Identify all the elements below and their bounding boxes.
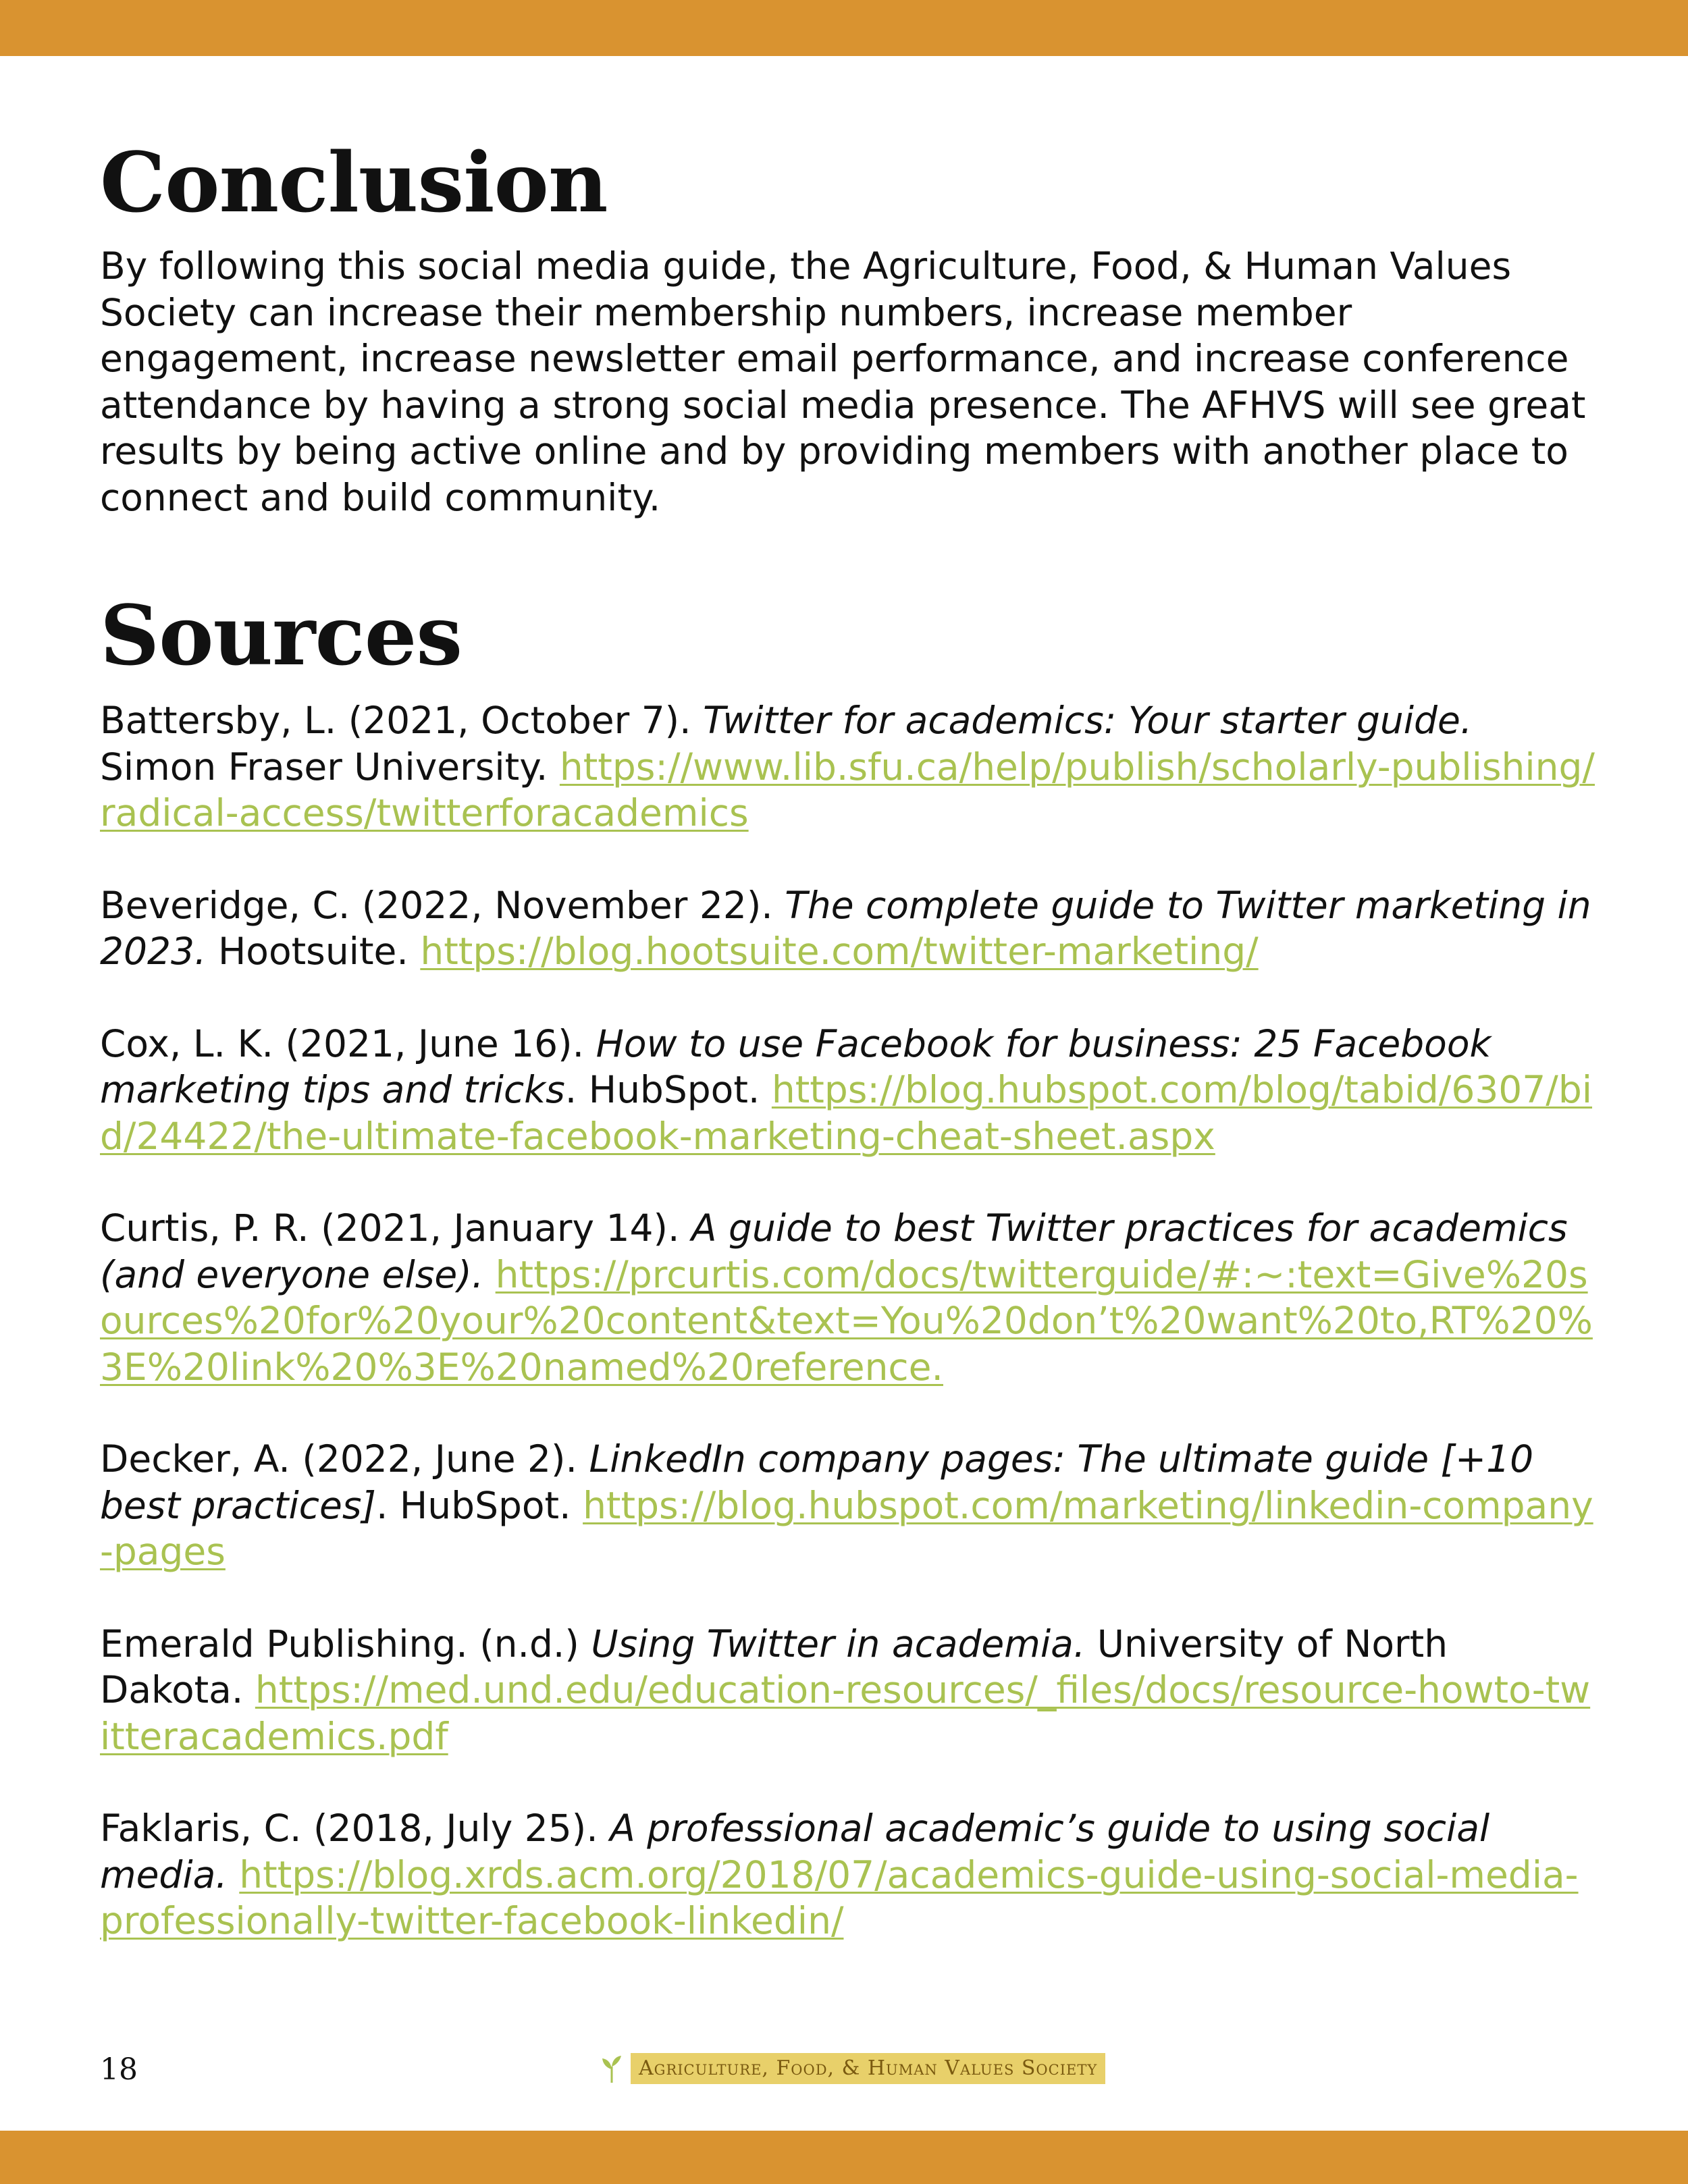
reference-entry: Beveridge, C. (2022, November 22). The complete guide to Twitter marketing in 2023. Hootsuite. https://blog.hootsuite.com/twitter-marketing/: [100, 883, 1591, 973]
reference-entry: Decker, A. (2022, June 2). LinkedIn company pages: The ultimate guide [+10 best practices]. HubSpot. https://blog.hubspot.com/marketing/linkedin-company-pages: [100, 1437, 1593, 1573]
footer-brand: [600, 2052, 1105, 2085]
reference-title: The complete guide to Twitter marketing in 2023.: [100, 883, 1591, 973]
reference-link[interactable]: https://blog.hootsuite.com/twitter-marketing/: [420, 930, 1259, 973]
reference-title: Using Twitter in academia.: [591, 1622, 1086, 1666]
reference-link[interactable]: https://blog.hubspot.com/blog/tabid/6307/bid/24422/the-ultimate-facebook-marketing-cheat-sheet.aspx: [100, 1068, 1593, 1158]
reference-list: [100, 697, 1599, 1944]
reference-entry: Emerald Publishing. (n.d.) Using Twitter in academia. University of North Dakota. https://med.und.edu/education-resources/_files/docs/resource-howto-twitteracademics.pdf: [100, 1622, 1591, 1758]
reference-link[interactable]: https://prcurtis.com/docs/twitterguide/#:~:text=Give%20sources%20for%20your%20content&text=You%20don’t%20want%20to,RT%20%3E%20link%20%3E%20named%20reference.: [100, 1252, 1593, 1389]
reference-entry: Faklaris, C. (2018, July 25). A professional academic’s guide to using social media. https://blog.xrds.acm.org/2018/07/academics-guide-using-social-media-professionally-twitter-facebook-linkedin/: [100, 1807, 1579, 1942]
reference-title: How to use Facebook for business: 25 Facebook marketing tips and tricks: [100, 1021, 1492, 1111]
reference-link[interactable]: https://blog.hubspot.com/marketing/linkedin-company-pages: [100, 1483, 1593, 1573]
sources-heading: Sources: [100, 587, 463, 684]
reference-link[interactable]: https://www.lib.sfu.ca/help/publish/scholarly-publishing/radical-access/twitterforacademics: [100, 745, 1595, 834]
page-content: [100, 135, 1599, 1990]
reference-link[interactable]: https://blog.xrds.acm.org/2018/07/academics-guide-using-social-media-professionally-twitter-facebook-linkedin/: [100, 1853, 1579, 1942]
conclusion-paragraph: By following this social media guide, the Agriculture, Food, & Human Values Society can increase their membership numbers, increase member engagement, increase newsletter email performance, and increase conference attendance by having a strong social media presence. The AFHVS will see great results by being active online and by providing members with another place to connect and build community.: [100, 244, 1586, 519]
reference-entry: Battersby, L. (2021, October 7). Twitter for academics: Your starter guide. Simon Fraser University. https://www.lib.sfu.ca/help/publish/scholarly-publishing/radical-access/twitterforacademics: [100, 699, 1595, 834]
reference-title: Twitter for academics: Your starter guide.: [703, 699, 1473, 742]
conclusion-heading: Conclusion: [100, 134, 608, 231]
reference-link[interactable]: https://med.und.edu/education-resources/_files/docs/resource-howto-twitteracademics.pdf: [100, 1668, 1591, 1758]
reference-title: A professional academic’s guide to using social media.: [100, 1807, 1490, 1896]
reference-entry: Cox, L. K. (2021, June 16). How to use Facebook for business: 25 Facebook marketing tips and tricks. HubSpot. https://blog.hubspot.com/blog/tabid/6307/bid/24422/the-ultimate-facebook-marketing-cheat-sheet.aspx: [100, 1021, 1593, 1158]
top-color-band: [0, 0, 1688, 56]
reference-entry: Curtis, P. R. (2021, January 14). A guide to best Twitter practices for academics (and everyone else). https://prcurtis.com/docs/twitterguide/#:~:text=Give%20sources%20for%20your%20content&text=You%20don’t%20want%20to,RT%20%3E%20link%20%3E%20named%20reference.: [100, 1206, 1593, 1389]
bottom-color-band: [0, 2131, 1688, 2184]
brand-label: Agriculture, Food, & Human Values Society: [631, 2053, 1105, 2084]
sprout-icon: [600, 2053, 624, 2084]
reference-title: LinkedIn company pages: The ultimate guide [+10 best practices]: [100, 1437, 1534, 1527]
page-number: 18: [100, 2052, 138, 2087]
reference-title: A guide to best Twitter practices for academics (and everyone else).: [100, 1206, 1568, 1296]
